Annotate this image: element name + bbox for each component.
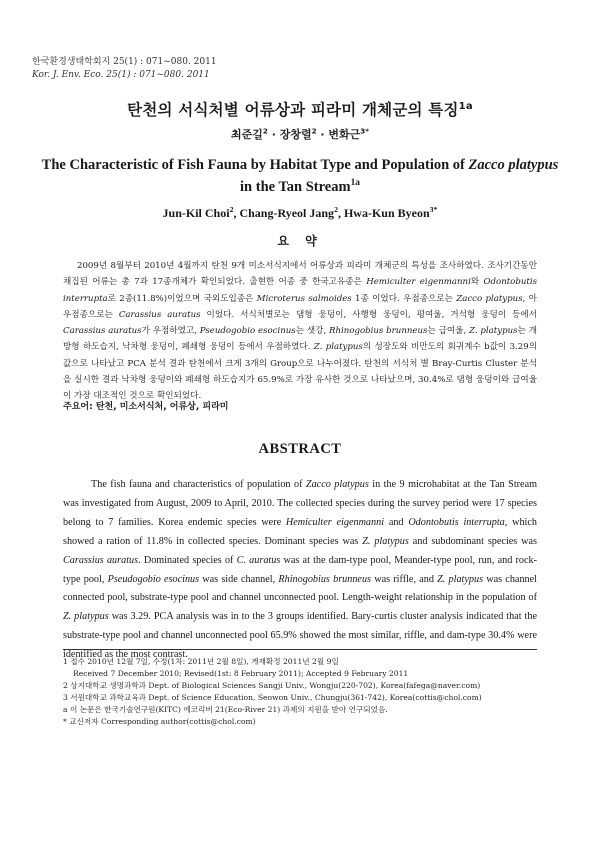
author-kr-1: 최준길 — [231, 128, 263, 141]
abstract-en-text: was at the dam-type pool, Meander-type pool, run, and rock-type pool, — [63, 554, 537, 585]
author-kr-sep: · — [267, 128, 280, 141]
author-en-3-sup: 3* — [429, 205, 438, 214]
abstract-en-species-name: Carassius auratus — [63, 554, 139, 566]
abstract-kr-species-name: Hemiculter eigenmanni — [366, 277, 471, 288]
footnotes — [63, 656, 543, 728]
journal-citation — [32, 56, 217, 82]
author-en-2: Chang-Ryeol Jang — [239, 206, 335, 220]
author-en-1: Jun-Kil Choi — [162, 206, 230, 220]
journal-citation-kr: 한국환경생태학회지 25(1) : 071~080. 2011 — [32, 57, 217, 67]
title-kr-sup: 1a — [458, 100, 473, 112]
abstract-en-text: in the 9 microhabitat at the Tan Stream was investigated from August, 2009 to April, 2010. The collected species during the survey period were 17 species belong to 7 families. Korea endemic species were — [63, 479, 538, 528]
abstract-kr-species-name: Z. platypus — [469, 326, 518, 337]
abstract-kr-text: 는 샛강, — [295, 326, 330, 337]
abstract-kr-species-name: Rhinogobius brunneus — [329, 326, 428, 337]
abstract-kr-text: 는 개방형 하도습지, 낙차형 웅덩이, 폐쇄형 웅덩이 등에서 우점하였다. — [63, 326, 537, 353]
authors-en — [0, 206, 600, 221]
abstract-kr-text: 이었다. 서식처별로는 댐형 웅덩이, 사행형 웅덩이, 평여울, 거석형 웅덩이 등에서 — [200, 309, 538, 320]
abstract-kr-text: 2009년 8월부터 2010년 4월까지 탄천 9개 미소서식지에서 어류상과 피라미 개체군의 특성을 조사하였다. 조사기간동안 채집된 어류는 총 7과 17종개체가 확인되었다. 출현한 어종 중 한국고유종은 — [63, 261, 537, 288]
author-en-3: Hwa-Kun Byeon — [343, 206, 430, 220]
author-kr-2-sup: 2 — [311, 126, 317, 136]
abstract-kr-text: 와 — [470, 277, 484, 288]
abstract-en-text: . Dominated species of — [138, 554, 237, 566]
abstract-en-text: , which showed a ration of 11.8% in collected species. Dominant species was — [63, 516, 537, 547]
abstract-en-species-name: Hemiculter eigenmanni — [285, 516, 385, 528]
abstract-en-species-name: Pseudogobio esocinus — [107, 573, 200, 585]
footnote-line: * 교신저자 Corresponding author(cottis@chol.com) — [63, 717, 256, 726]
abstract-kr-species-name: Microterus salmoides — [256, 293, 352, 304]
abstract-kr-species-name: Z. platypus — [313, 342, 363, 353]
title-kr-text: 탄천의 서식처별 어류상과 피라미 개체군의 특징 — [127, 101, 459, 119]
abstract-en-species-name: Rhinogobius brunneus — [278, 573, 372, 585]
abstract-kr-text: 는 급여울, — [427, 326, 470, 337]
author-kr-1-sup: 2 — [262, 126, 268, 136]
author-en-sep: , — [337, 206, 344, 220]
summary-heading: 요 약 — [277, 234, 323, 248]
author-kr-sep: · — [316, 128, 329, 141]
author-en-2-sup: 2 — [334, 205, 338, 214]
abstract-kr-species-name: Carassius auratus — [63, 326, 142, 337]
footnote-line: 1 접수 2010년 12월 7일, 수정(1차: 2011년 2월 8일), 게재확정 2011년 2월 9일 — [63, 657, 339, 666]
title-kr — [0, 98, 600, 120]
abstract-en-species-name: Zacco platypus — [305, 479, 369, 490]
abstract-en-text: was riffle, and — [371, 573, 438, 585]
author-kr-3-sup: 3* — [360, 126, 369, 136]
title-en — [30, 154, 570, 198]
abstract-en-text: was side channel, — [199, 573, 279, 585]
journal-citation-en: Kor. J. Env. Eco. 25(1) : 071~080. 2011 — [32, 70, 210, 80]
abstract-kr — [63, 258, 537, 405]
abstract-en-text: The fish fauna and characteristics of population of — [91, 479, 306, 490]
abstract-en-species-name: Z. platypus — [437, 573, 484, 585]
abstract-en — [63, 476, 537, 665]
abstract-kr-species-name: Zacco platypus — [456, 293, 523, 304]
abstract-kr-species-name: Pseudogobio esocinus — [199, 326, 296, 337]
author-en-sep: , — [233, 206, 240, 220]
footnote-line: Received 7 December 2010; Revised(1st: 8 February 2011); Accepted 9 February 2011 — [73, 669, 409, 678]
title-en-part1: The Characteristic of Fish Fauna by Habitat Type and Population of — [41, 157, 469, 173]
abstract-en-species-name: Odontobutis interrupta — [408, 516, 505, 528]
abstract-en-text: was 3.29. PCA analysis was in to the 3 groups identified. Bary-curtis cluster analysis indicated that the substrate-type pool and channel unconnected pool 65.9% showed the most similar, riffle, and dam-type 30.4% were identified as the most contrast. — [63, 611, 537, 661]
abstract-en-species-name: Z. platypus — [362, 535, 409, 547]
abstract-en-species-name: C. auratus — [236, 554, 281, 566]
abstract-kr-text: 가 우점하였고, — [141, 326, 200, 337]
author-kr-2: 장창렬 — [279, 128, 312, 141]
abstract-kr-text: , 아우점종으로는 — [63, 293, 537, 320]
footnote-line: a 이 논문은 한국기술연구원(KITC) 에코리버 21(Eco-River 21) 과제의 지원을 받아 연구되었음. — [63, 705, 388, 714]
abstract-kr-text: 로 2종(11.8%)이었으며 국외도입종은 — [107, 293, 257, 304]
abstract-kr-text: 의 성장도와 비만도의 회귀계수 b값이 3.29의 값으로 나타났고 PCA 분석 결과 탄천에서 크게 3개의 Group으로 나누어졌다. 탄천의 서식처 별 Bray-Curtis Cluster 분석을 실시한 결과 낙차형 웅덩이와 폐쇄형 하도습지가 65.9%로 가장 유사한 것으로 나타났으며, 30.4%로 댐형 웅덩이와 급여울이 가장 대조적인 것으로 확인되었다. — [63, 342, 538, 402]
abstract-kr-text: 1종 이었다. 우점종으로는 — [351, 293, 457, 304]
abstract-kr-species-name: Odontobutis interrupta — [63, 277, 537, 304]
abstract-en-text: was channel connected pool, substrate-type pool and channel unconnected pool. Length-weight relationship in the population of — [63, 573, 537, 604]
abstract-heading: ABSTRACT — [258, 441, 342, 457]
title-en-part2: in the Tan Stream — [240, 179, 351, 195]
abstract-en-text: and — [384, 516, 409, 528]
abstract-en-species-name: Z. platypus — [63, 611, 109, 623]
keywords-kr: 주요어: 탄천, 미소서식처, 어류상, 피라미 — [63, 402, 229, 412]
title-en-species: Zacco platypus — [468, 157, 559, 173]
footnote-line: 2 상지대학교 생명과학과 Dept. of Biological Sciences Sangji Univ., Wongju(220-702), Korea(fafega@naver.com) — [63, 681, 481, 690]
authors-kr — [0, 126, 600, 142]
title-en-sup: 1a — [350, 178, 360, 189]
author-kr-3: 변화근 — [328, 128, 361, 141]
footnote-divider — [63, 649, 537, 650]
abstract-kr-species-name: Carassius auratus — [118, 309, 201, 320]
footnote-line: 3 서원대학교 과학교육과 Dept. of Science Education, Seowon Univ., Chungju(361-742), Korea(cottis@chol.com) — [63, 693, 482, 702]
author-en-1-sup: 2 — [229, 205, 234, 214]
abstract-en-text: and subdominant species was — [408, 535, 537, 547]
